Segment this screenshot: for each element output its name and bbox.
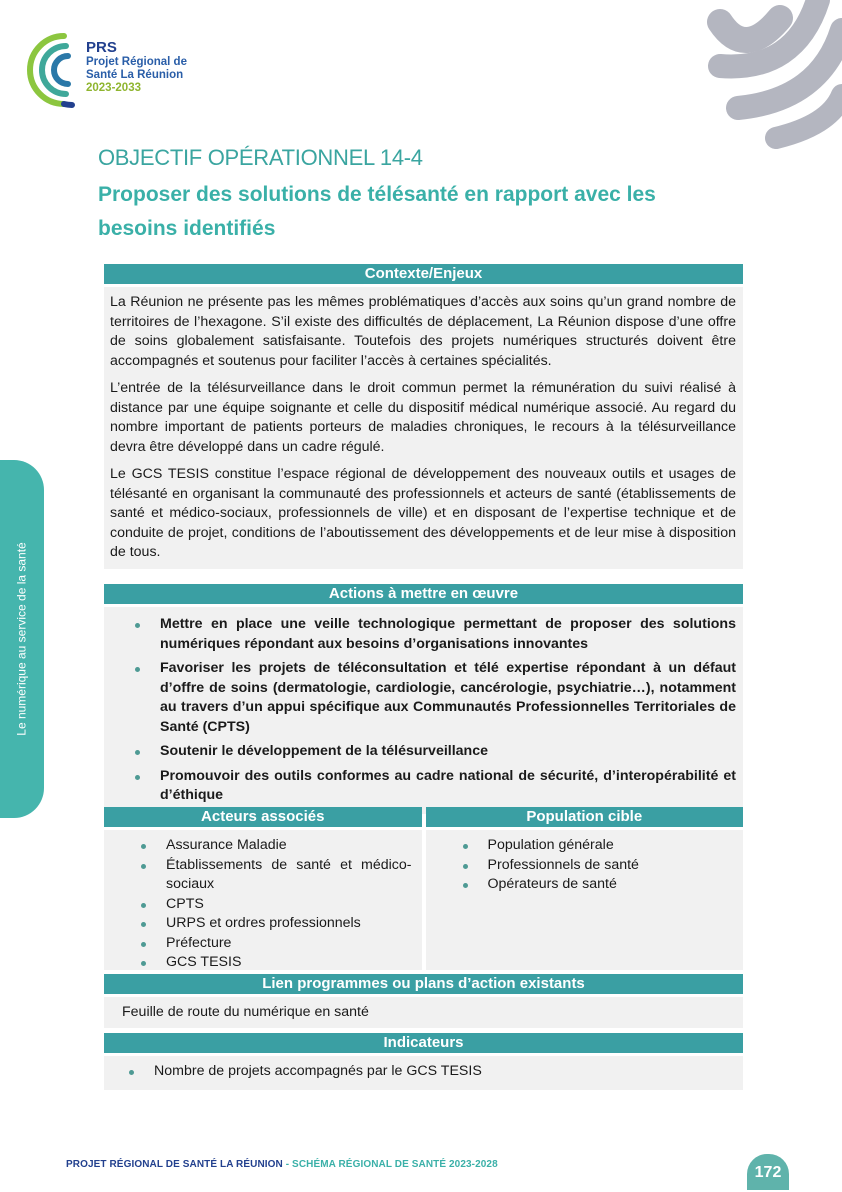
action-item: Soutenir le développement de la télésurveillance (110, 742, 736, 762)
logo-years: 2023-2033 (86, 82, 141, 94)
acteur-item: URPS et ordres professionnels (110, 914, 412, 934)
side-tab-text: Le numérique au service de la santé (15, 542, 30, 736)
action-item: Favoriser les projets de téléconsultation et télé expertise répondant à un défaut d’offre de soins (dermatologie, cardiologie, cancérologie, psychiatrie…), notamment au travers d’un appui spécifique aux Communautés Professionnelles Territoriales de Santé (CPTS) (110, 659, 736, 737)
population-heading: Population cible (426, 807, 744, 827)
population-body (426, 830, 744, 970)
logo-acronym: PRS (86, 39, 117, 56)
acteurs-body (104, 830, 422, 970)
contexte-paragraph: L’entrée de la télésurveillance dans le droit commun permet la rémunération du suivi réalisé à distance par une équipe soignante et celle du dispositif médical numérique associé. Au regard du nombre important de patients porteurs de maladies chroniques, le recours à la télésurveillance devra être développé dans un cadre régulé. (110, 380, 736, 455)
acteurs-column (104, 807, 422, 970)
action-item: Mettre en place une veille technologique permettant de proposer des solutions numériques répondant aux besoins d’organisations innovantes (110, 615, 736, 654)
population-item: Professionnels de santé (432, 856, 737, 876)
indicateurs-heading: Indicateurs (104, 1033, 743, 1053)
lien-text: Feuille de route du numérique en santé (122, 1004, 369, 1020)
contexte-paragraph: Le GCS TESIS constitue l’espace régional de développement des nouveaux outils et usages de télésanté en organisant la communauté des professionnels et acteurs de santé (établissements de santé et médico-sociaux, professionnels de ville) et en disposant de l’expertise technique et de conduite de projet, conditions de l’aboutissement des développements et de leur mise à disposition de tous. (110, 466, 736, 560)
indicateurs-section (104, 1033, 743, 1090)
contexte-section (104, 264, 743, 569)
lien-section (104, 974, 743, 1028)
logo-line2: Santé La Réunion (86, 69, 184, 81)
indicateurs-body (104, 1056, 743, 1090)
objective-title: Proposer des solutions de télésanté en rapport avec les besoins identifiés (98, 183, 656, 240)
population-item: Opérateurs de santé (432, 875, 737, 895)
indicateur-item: Nombre de projets accompagnés par le GCS TESIS (104, 1062, 736, 1082)
actions-section (104, 584, 743, 814)
objective-label: OBJECTIF OPÉRATIONNEL 14-4 (98, 145, 423, 170)
actions-body (104, 607, 743, 814)
contexte-body (104, 287, 743, 569)
acteur-item: Assurance Maladie (110, 836, 412, 856)
population-column (426, 807, 744, 970)
acteur-item: Établissements de santé et médico-sociaux (110, 856, 412, 895)
actions-heading: Actions à mettre en œuvre (104, 584, 743, 604)
swirl-decoration-icon (690, 0, 842, 160)
acteurs-heading: Acteurs associés (104, 807, 422, 827)
action-item: Promouvoir des outils conformes au cadre national de sécurité, d’interopérabilité et d’éthique (110, 767, 736, 806)
prs-logo-icon (26, 30, 86, 110)
acteur-item: Préfecture (110, 934, 412, 954)
lien-body (104, 997, 743, 1028)
logo-line1: Projet Régional de (86, 56, 187, 68)
page-number-badge: 172 (747, 1154, 789, 1190)
lien-heading: Lien programmes ou plans d’action existants (104, 974, 743, 994)
footer-separator: - (282, 1159, 293, 1170)
contexte-paragraph: La Réunion ne présente pas les mêmes problématiques d’accès aux soins qu’un grand nombre de territoires de l’hexagone. S’il existe des difficultés de déplacement, La Réunion dispose d’une offre de soins globalement satisfaisante. Toutefois des projets numériques structurés doivent être accompagnés et soutenus pour faciliter l’accès à certaines spécialités. (110, 294, 736, 369)
side-tab-label (0, 460, 44, 818)
acteur-item: CPTS (110, 895, 412, 915)
acteur-item: GCS TESIS (110, 953, 412, 973)
footer-left: PROJET RÉGIONAL DE SANTÉ LA RÉUNION (66, 1159, 283, 1170)
population-item: Population générale (432, 836, 737, 856)
acteurs-population-section (104, 807, 743, 970)
page-footer (66, 1159, 498, 1170)
footer-right: SCHÉMA RÉGIONAL DE SANTÉ 2023-2028 (292, 1159, 498, 1170)
contexte-heading: Contexte/Enjeux (104, 264, 743, 284)
logo-text (86, 40, 187, 95)
